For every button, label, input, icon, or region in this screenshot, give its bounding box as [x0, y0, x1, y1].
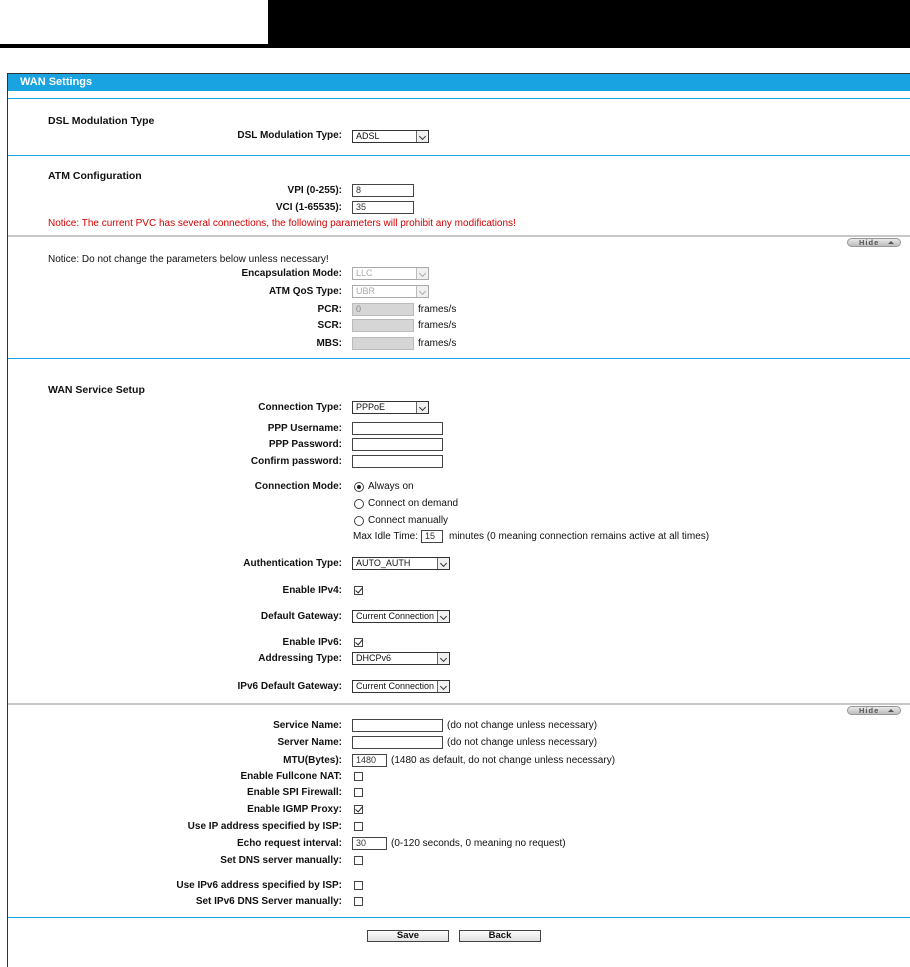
advanced-divider — [8, 703, 910, 705]
logo-underline — [6, 44, 268, 46]
chevron-down-icon — [437, 681, 449, 692]
auth-value: AUTO_AUTH — [356, 558, 411, 568]
title-bar — [8, 74, 910, 91]
conn-type-label: Connection Type: — [258, 402, 342, 413]
idle-note: minutes (0 meaning connection remains active at all times) — [449, 531, 710, 542]
spi-label: Enable SPI Firewall: — [246, 787, 342, 798]
fullcone-checkbox[interactable] — [354, 772, 363, 781]
ipv6-checkbox[interactable] — [354, 638, 363, 647]
dsl-type-value: ADSL — [356, 131, 380, 141]
page-title: WAN Settings — [20, 76, 93, 88]
dns-checkbox[interactable] — [354, 856, 363, 865]
scr-unit: frames/s — [418, 320, 457, 331]
conn-type-select[interactable] — [352, 401, 429, 414]
vci-input[interactable]: 35 — [352, 201, 414, 214]
isp-ip-checkbox[interactable] — [354, 822, 363, 831]
ipv6-label: Enable IPv6: — [282, 637, 342, 648]
conn-mode-label: Connection Mode: — [254, 481, 342, 492]
ipv4-label: Enable IPv4: — [282, 585, 342, 596]
title-underline — [8, 91, 910, 99]
ipv6-gateway-label: IPv6 Default Gateway: — [237, 681, 342, 692]
ipv6-gateway-select[interactable] — [352, 680, 450, 693]
ipv4-checkbox[interactable] — [354, 586, 363, 595]
chevron-up-icon — [888, 709, 894, 712]
gateway-label: Default Gateway: — [260, 611, 342, 622]
igmp-checkbox[interactable] — [354, 805, 363, 814]
pcr-unit: frames/s — [418, 304, 457, 315]
dsl-section-title: DSL Modulation Type — [48, 115, 155, 127]
logo-area — [0, 0, 268, 44]
isp-ipv6-checkbox[interactable] — [354, 881, 363, 890]
qos-value: UBR — [356, 286, 376, 296]
mode-demand-radio[interactable] — [354, 499, 364, 509]
pcr-label: PCR: — [317, 304, 342, 315]
scr-label: SCR: — [317, 320, 342, 331]
section-divider — [8, 155, 910, 156]
section-divider — [8, 358, 910, 359]
gateway-value: Current Connection — [356, 611, 435, 621]
echo-label: Echo request interval: — [236, 838, 342, 849]
server-name-label: Server Name: — [277, 737, 342, 748]
gateway-select[interactable] — [352, 610, 450, 623]
encap-label: Encapsulation Mode: — [241, 268, 342, 279]
conn-type-value: PPPoE — [356, 402, 386, 412]
mode-always-label: Always on — [368, 481, 414, 492]
qos-label: ATM QoS Type: — [269, 286, 342, 297]
addr-type-value: DHCPv6 — [356, 653, 392, 663]
save-button[interactable]: Save — [367, 930, 449, 942]
ipv6-dns-checkbox[interactable] — [354, 897, 363, 906]
section-divider — [8, 917, 910, 918]
username-input[interactable] — [352, 422, 443, 435]
mode-demand-label: Connect on demand — [368, 498, 459, 509]
advanced-notice: Notice: Do not change the parameters below unless necessary! — [48, 254, 329, 265]
chevron-down-icon — [437, 611, 449, 622]
atm-section-title: ATM Configuration — [48, 170, 142, 182]
password-input[interactable] — [352, 438, 443, 451]
idle-label: Max Idle Time: — [353, 531, 419, 542]
chevron-up-icon — [888, 241, 894, 244]
vpi-input[interactable]: 8 — [352, 184, 414, 197]
addr-type-label: Addressing Type: — [258, 653, 342, 664]
chevron-down-icon — [416, 268, 428, 279]
qos-select — [352, 285, 429, 298]
dns-label: Set DNS server manually: — [220, 855, 342, 866]
ipv6-gateway-value: Current Connection — [356, 681, 435, 691]
mbs-input — [352, 337, 414, 350]
hide-label: Hide — [859, 706, 880, 715]
mtu-input[interactable]: 1480 — [352, 754, 387, 767]
back-button[interactable]: Back — [459, 930, 541, 942]
mbs-unit: frames/s — [418, 338, 457, 349]
server-name-note: (do not change unless necessary) — [447, 737, 598, 748]
chevron-down-icon — [437, 653, 449, 664]
dsl-type-label: DSL Modulation Type: — [237, 130, 342, 141]
mode-always-radio[interactable] — [354, 482, 364, 492]
scr-input — [352, 319, 414, 332]
idle-time-input[interactable]: 15 — [421, 530, 443, 543]
pcr-input: 0 — [352, 303, 414, 316]
service-name-note: (do not change unless necessary) — [447, 720, 598, 731]
service-name-label: Service Name: — [273, 720, 342, 731]
chevron-down-icon — [437, 558, 449, 569]
igmp-label: Enable IGMP Proxy: — [247, 804, 342, 815]
chevron-down-icon — [416, 131, 428, 142]
isp-ip-label: Use IP address specified by ISP: — [187, 821, 342, 832]
server-name-input[interactable] — [352, 736, 443, 749]
confirm-password-input[interactable] — [352, 455, 443, 468]
chevron-down-icon — [416, 286, 428, 297]
mtu-note: (1480 as default, do not change unless necessary) — [391, 755, 616, 766]
ipv6-dns-label: Set IPv6 DNS Server manually: — [195, 896, 342, 907]
auth-label: Authentication Type: — [243, 558, 342, 569]
vci-label: VCI (1-65535): — [275, 202, 342, 213]
mbs-label: MBS: — [316, 338, 342, 349]
mtu-label: MTU(Bytes): — [283, 755, 342, 766]
fullcone-label: Enable Fullcone NAT: — [240, 771, 342, 782]
chevron-down-icon — [416, 402, 428, 413]
vpi-label: VPI (0-255): — [287, 185, 342, 196]
password-label: PPP Password: — [268, 439, 342, 450]
hide-label: Hide — [859, 238, 880, 247]
echo-input[interactable]: 30 — [352, 837, 387, 850]
confirm-label: Confirm password: — [250, 456, 342, 467]
username-label: PPP Username: — [267, 423, 342, 434]
mode-manual-label: Connect manually — [368, 515, 449, 526]
encap-select — [352, 267, 429, 280]
hide-advanced-atm-button[interactable] — [847, 238, 901, 247]
auth-select[interactable] — [352, 557, 450, 570]
mode-manual-radio[interactable] — [354, 516, 364, 526]
spi-checkbox[interactable] — [354, 788, 363, 797]
addr-type-select[interactable] — [352, 652, 450, 665]
advanced-divider — [8, 235, 910, 237]
wan-service-title: WAN Service Setup — [48, 384, 145, 396]
pvc-notice: Notice: The current PVC has several connections, the following parameters will prohibit any modifications! — [48, 218, 516, 229]
dsl-type-select[interactable] — [352, 130, 429, 143]
isp-ipv6-label: Use IPv6 address specified by ISP: — [176, 880, 342, 891]
encap-value: LLC — [356, 268, 373, 278]
echo-note: (0-120 seconds, 0 meaning no request) — [391, 838, 566, 849]
service-name-input[interactable] — [352, 719, 443, 732]
hide-advanced-service-button[interactable] — [847, 706, 901, 715]
settings-frame — [7, 73, 910, 967]
